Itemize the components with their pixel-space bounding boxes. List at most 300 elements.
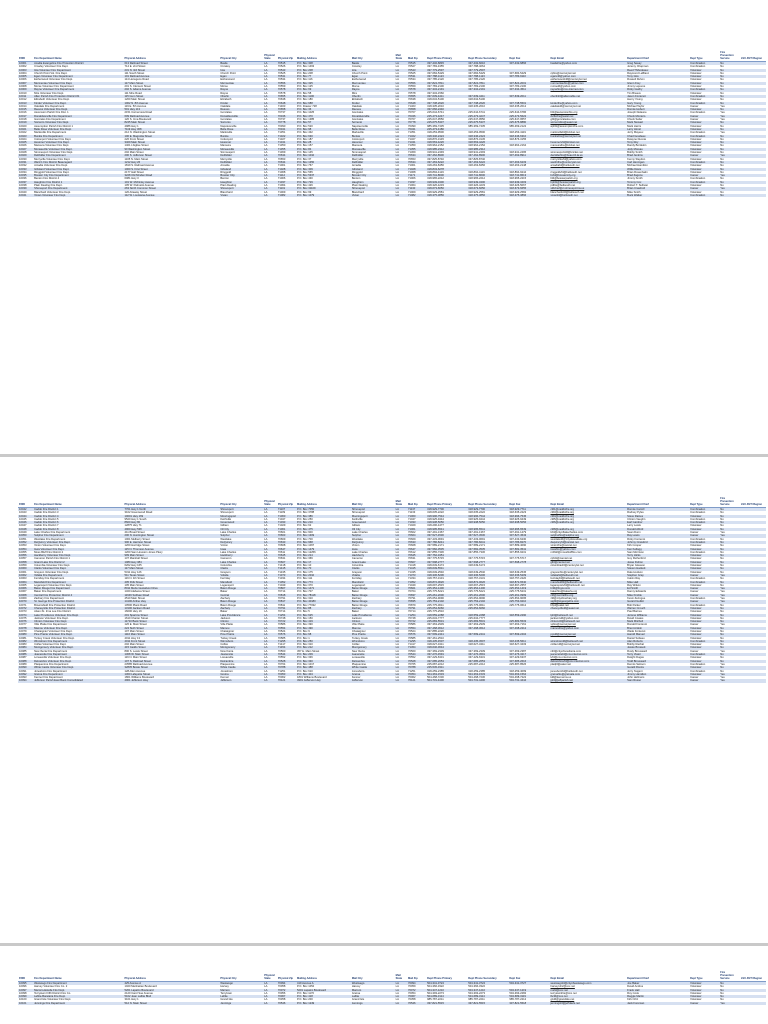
cell-chief: Joe Baker	[626, 982, 689, 986]
cell-email[interactable]: sfdchief@ci.shreveport.la.us	[549, 187, 626, 190]
cell-phone-secondary: 337-685-2653	[467, 660, 508, 663]
cell-phone-secondary: 504-347-1210	[467, 989, 508, 992]
cell-mail-addr: P.O. Box 1385	[296, 118, 351, 121]
cell-phone-primary: 225-683-5531	[426, 620, 467, 623]
cell-phys-state: LA	[263, 561, 277, 564]
cell-email[interactable]: vidaliafd@bellsouth.net	[549, 574, 626, 577]
cell-type: Volunteer	[689, 998, 719, 1001]
cell-phys-state: LA	[263, 548, 277, 551]
cell-phys-zip: 70737	[277, 111, 296, 114]
cell-phys-city: Montgomery	[219, 646, 263, 649]
cell-mail-addr: P.O. Box 707	[296, 590, 351, 593]
cell-email[interactable]: mamoufire@yahoo.com	[549, 627, 626, 630]
cell-mail-addr: P.O. Box 250	[296, 518, 351, 521]
cell-email[interactable]: colfaxvfd@centurytel.net	[549, 643, 626, 646]
cell-phone-primary: 337-779-2597	[426, 69, 467, 72]
cell-email[interactable]: vintonfire@camtel.net	[549, 544, 626, 547]
cell-fax: 318-375-3866	[508, 194, 549, 197]
cell-email[interactable]: chaneyvillefd@eatel.net	[549, 607, 626, 610]
cell-email[interactable]: gfd@gonzalesla.com	[549, 118, 626, 121]
cell-email[interactable]: mermentaufire@yahoo.com	[549, 82, 626, 85]
cell-phys-zip: 71082	[277, 194, 296, 197]
cell-phone-secondary: 318-697-2515	[467, 584, 508, 587]
cell-mail-city: Grand Lake	[351, 561, 395, 564]
column-header-phone-secondary: Dept Phone Secondary	[467, 497, 508, 508]
cell-phys-city: Gonzales	[219, 118, 263, 121]
column-header-phys-zip: Physical Zip	[277, 971, 296, 982]
cell-phys-city: Lake Charles	[219, 531, 263, 534]
cell-phys-state: LA	[263, 620, 277, 623]
cell-mail-state: LA	[395, 108, 407, 111]
cell-fax: 337-639-2011	[508, 95, 549, 98]
cell-fdid: 10032	[18, 164, 33, 167]
cell-phone-primary: 318-375-3856	[426, 194, 467, 197]
cell-email[interactable]: gretnafire@gretnala.com	[549, 673, 626, 676]
cell-email[interactable]: marksvillefd@kricket.net	[549, 131, 626, 134]
cell-phone-secondary: 318-563-4226	[467, 141, 508, 144]
cell-email[interactable]: delcambrevfd@cox-internet.com	[549, 660, 626, 663]
cell-phys-city: Moreauville	[219, 148, 263, 151]
cell-mail-state: LA	[395, 637, 407, 640]
cell-phys-zip: 71355	[277, 148, 296, 151]
cell-phys-addr: 200 N. Huntington Street	[123, 534, 219, 537]
cell-phone-primary: 504-468-7230	[426, 676, 467, 679]
cell-phys-zip: 71047	[277, 518, 296, 521]
cell-email[interactable]: jenningsfd@jeffdavis.net	[549, 1002, 626, 1005]
cell-email[interactable]: dvillefire@eatel.net	[549, 115, 626, 118]
cell-email[interactable]: cfd1@caddofire.org	[549, 508, 626, 512]
cell-phys-addr: 1080 Hwy 384	[123, 561, 219, 564]
cell-email[interactable]: ppvfd@centurytel.net	[549, 633, 626, 636]
cell-fax: 337-821-5518	[508, 1002, 549, 1005]
cell-fire-prev: Yes	[719, 1002, 740, 1005]
cell-mail-addr: P.O. Box 1054	[296, 985, 351, 988]
cell-mail-zip: 70707	[407, 118, 426, 121]
cell-fax: 318-876-3155	[508, 138, 549, 141]
cell-email[interactable]: lcfd@cityoflakecharles.com	[549, 531, 626, 534]
cell-mail-city: Zachary	[351, 597, 395, 600]
cell-email[interactable]: clintonvfd@bellsouth.net	[549, 620, 626, 623]
cell-mail-city: Donaldsonville	[351, 115, 395, 118]
cell-email[interactable]: sulphurfire@sulphur.org	[549, 534, 626, 537]
cell-fax: 225-261-0999	[508, 594, 549, 597]
cell-mail-city: Harvey	[351, 985, 395, 988]
cell-phone-primary: 337-783-2100	[426, 85, 467, 88]
cell-fdid: 10019	[18, 121, 33, 124]
column-header-mail-city: Mail City	[351, 971, 395, 982]
cell-fdid: 10033	[18, 168, 33, 171]
cell-mail-addr: P.O. Box 767	[296, 164, 351, 167]
cell-mail-zip: 70612	[407, 551, 426, 554]
cell-mail-zip: 71295	[407, 640, 426, 643]
cell-name: Caddo Fire District 7	[33, 524, 123, 527]
cell-phys-addr: 1002 N. 8th Avenue	[123, 102, 219, 105]
cell-phys-city: Colfax	[219, 643, 263, 646]
cell-email[interactable]: fd1@ascensionfire.org	[549, 111, 626, 114]
cell-phys-state: LA	[263, 174, 277, 177]
cell-email[interactable]: zfd@cityofzachary.org	[549, 597, 626, 600]
cell-email[interactable]: arcadiafd@bellsouth.net	[549, 164, 626, 167]
cell-phone-secondary: 318-757-3131	[467, 577, 508, 580]
cell-email[interactable]: eganvfd@yahoo.com	[549, 75, 626, 78]
cell-phone-primary: 337-589-2171	[426, 544, 467, 547]
cell-email[interactable]: givfd@grandisle.net	[549, 998, 626, 1001]
cell-mail-addr: P.O. Box 250	[296, 640, 351, 643]
cell-email[interactable]: mansfieldfd@bellsouth.net	[549, 581, 626, 584]
cell-email[interactable]: cfd8@caddofire.org	[549, 528, 626, 531]
cell-email[interactable]: merryvillevfd@yahoo.com	[549, 158, 626, 161]
cell-chief: Jesse Duhon	[626, 561, 689, 564]
cell-fax: 504-731-4444	[508, 679, 549, 682]
cell-phys-state: LA	[263, 663, 277, 666]
cell-phys-state: LA	[263, 600, 277, 603]
cell-phys-zip: 70526	[277, 65, 296, 68]
cell-chief: Calvin Ray	[626, 577, 689, 580]
cell-type: Volunteer	[689, 148, 719, 151]
cell-email[interactable]: sorrentofire@eatel.net	[549, 121, 626, 124]
cell-phys-state: LA	[263, 985, 277, 988]
cell-name: Cameron Parish Fire District 1	[33, 557, 123, 560]
cell-email[interactable]: lpfd@bellsouth.net	[549, 614, 626, 617]
cell-fire-prev: No	[719, 171, 740, 174]
cell-phys-state: LA	[263, 679, 277, 682]
cell-chief: Willie Davis	[626, 168, 689, 171]
cell-name: Clarks Volunteer Fire Dept.	[33, 567, 123, 570]
cell-name: Iota Volunteer Fire Department	[33, 69, 123, 72]
cell-fdid: 10089	[18, 663, 33, 666]
cell-phys-zip: 70807	[277, 587, 296, 590]
cell-email[interactable]: cfd@centralfire.org	[549, 594, 626, 597]
cell-type: Volunteer	[689, 544, 719, 547]
cell-name: Lake Providence Volunteer Fire Dept.	[33, 614, 123, 617]
cell-phone-secondary: 318-995-6541	[467, 528, 508, 531]
cell-fire-prev: No	[719, 989, 740, 992]
cell-type: Volunteer	[689, 151, 719, 154]
cell-mail-addr: P.O. Box 28	[296, 141, 351, 144]
cell-phys-zip: 71028	[277, 168, 296, 171]
cell-email[interactable]: plaqfd@eatel.net	[549, 663, 626, 666]
cell-chief: Jerome Williams	[626, 614, 689, 617]
cell-email[interactable]: mansurafire@kricket.net	[549, 144, 626, 147]
cell-mail-zip: 70576	[407, 633, 426, 636]
cell-email[interactable]: nifd@cityofnewiberia.com	[549, 650, 626, 653]
cell-phone-primary: 337-639-4411	[426, 95, 467, 98]
cell-type: Volunteer	[689, 610, 719, 613]
cell-email[interactable]: raynefire@cox-internet.com	[549, 88, 626, 91]
cell-phone-primary: 337-527-4530	[426, 534, 467, 537]
cell-fdid: 10055	[18, 551, 33, 554]
cell-chief: Tony Roy	[626, 141, 689, 144]
cell-phys-city: Haughton	[219, 181, 263, 184]
cell-email[interactable]: pdfire@bellsouth.net	[549, 184, 626, 187]
cell-phone-primary: 337-855-7336	[426, 551, 467, 554]
cell-chief: Jody Moreau	[626, 148, 689, 151]
cell-phys-zip: 70638	[277, 98, 296, 101]
cell-type: Volunteer	[689, 646, 719, 649]
cell-type: Combination	[689, 65, 719, 68]
cell-phys-zip: 70515	[277, 62, 296, 66]
cell-email[interactable]: morsefd@yahoo.com	[549, 85, 626, 88]
cell-phone-secondary: 225-675-5337	[467, 121, 508, 124]
cell-email[interactable]: bcfd@bossiercity.org	[549, 174, 626, 177]
cell-phys-addr: 226 Front Street	[123, 138, 219, 141]
cell-email[interactable]: bakerfire@bakerla.org	[549, 590, 626, 593]
cell-mail-zip: 71463	[407, 105, 426, 108]
cell-email[interactable]: westwegofd@cityofwestwego.com	[549, 982, 626, 986]
cell-fax: 318-435-5611	[508, 640, 549, 643]
cell-phys-zip: 70525	[277, 72, 296, 75]
cell-phone-secondary: 318-965-2212	[467, 177, 508, 180]
cell-phys-addr: 5311 Hwy 126	[123, 571, 219, 574]
cell-phone-secondary: 225-644-6741	[467, 111, 508, 114]
cell-email[interactable]: cfd5@caddofire.org	[549, 518, 626, 521]
cell-fdid: 10101	[18, 1002, 33, 1005]
cell-mail-city: Chataignier	[351, 630, 395, 633]
cell-fire-prev: No	[719, 508, 740, 512]
cell-type: Volunteer	[689, 72, 719, 75]
cell-phys-city: Belle Rose	[219, 128, 263, 131]
cell-mail-state: LA	[395, 1002, 407, 1005]
cell-phys-zip: 70817	[277, 600, 296, 603]
cell-mail-city: Merryville	[351, 158, 395, 161]
cell-fire-prev: No	[719, 643, 740, 646]
cell-type: Combination	[689, 604, 719, 607]
cell-phone-secondary: 225-775-5221	[467, 590, 508, 593]
cell-fire-prev: No	[719, 633, 740, 636]
cell-mail-addr: P.O. Box 488	[296, 666, 351, 669]
cell-mail-zip: 70638	[407, 98, 426, 101]
cell-email[interactable]: oakdalefd@centurytel.net	[549, 105, 626, 108]
cell-mail-city: Napoleonville	[351, 125, 395, 128]
cell-email[interactable]: jacksonvfd@yahoo.com	[549, 617, 626, 620]
cell-email[interactable]: hessmervfd@kricket.net	[549, 141, 626, 144]
cell-email[interactable]: cpfd1@camtel.net	[549, 557, 626, 560]
cell-phys-addr: 114 Hensgens Road	[123, 78, 219, 81]
cell-name: Sorrento Volunteer Fire Dept.	[33, 121, 123, 124]
cell-mail-addr: P.O. Box 432	[296, 131, 351, 134]
cell-email[interactable]: kfd@kenner.la.us	[549, 676, 626, 679]
cell-type: Volunteer	[689, 98, 719, 101]
cell-email[interactable]: westlakefd@cityofwestlake.org	[549, 538, 626, 541]
cell-email[interactable]: iowafire@yahoo.com	[549, 548, 626, 551]
cell-email[interactable]: glfd@camtel.net	[549, 561, 626, 564]
cell-fax: 225-647-9557	[508, 118, 549, 121]
cell-email[interactable]: kinderfire@yahoo.com	[549, 102, 626, 105]
cell-mail-zip: 70524	[407, 630, 426, 633]
cell-fire-prev: No	[719, 184, 740, 187]
cell-email[interactable]: mbfd2@mossblufffire.com	[549, 551, 626, 554]
cell-type: Career	[689, 118, 719, 121]
cell-type: Combination	[689, 88, 719, 91]
cell-mail-addr: P.O. Box 58	[296, 92, 351, 95]
cell-email[interactable]: ward1fire@centurytel.net	[549, 161, 626, 164]
cell-mail-addr: P.O. Box 99	[296, 191, 351, 194]
cell-mail-addr: P.O. Box 180	[296, 98, 351, 101]
cell-mail-city: Simmesport	[351, 151, 395, 154]
cell-fdid: 10050	[18, 534, 33, 537]
cell-email[interactable]: winnsborofd@bellsouth.net	[549, 640, 626, 643]
cell-email[interactable]: vivianfd@bellsouth.net	[549, 194, 626, 197]
cell-mail-zip: 70788	[407, 666, 426, 669]
cell-type: Volunteer	[689, 557, 719, 560]
cell-chief: Paul Barnes	[626, 610, 689, 613]
cell-email[interactable]: brfd@brgov.com	[549, 587, 626, 590]
cell-email[interactable]: ferridayfd@bellsouth.net	[549, 577, 626, 580]
cell-phys-zip: 70554	[277, 627, 296, 630]
cell-phone-primary: 318-435-4507	[426, 640, 467, 643]
cell-email[interactable]: estherwoodvfd@centurytel.net	[549, 78, 626, 81]
cell-type: Volunteer	[689, 571, 719, 574]
cell-email[interactable]: columbiavfd@centurytel.net	[549, 564, 626, 567]
cell-mail-zip: 70645	[407, 554, 426, 557]
cell-phone-primary: 318-949-3400	[426, 181, 467, 184]
cell-fdid: 10020	[18, 125, 33, 128]
cell-phys-zip: 70611	[277, 551, 296, 554]
cell-mail-state: LA	[395, 144, 407, 147]
cell-phys-addr: 512 N. Main Street	[123, 1002, 219, 1005]
cell-chief: Ricky Fontenot	[626, 538, 689, 541]
cell-fdid: 10060	[18, 567, 33, 570]
cell-mail-state: LA	[395, 521, 407, 524]
cell-phys-city: Benton	[219, 177, 263, 180]
cell-mail-state: LA	[395, 597, 407, 600]
cell-email[interactable]: jeanerettefd@cox-internet.com	[549, 653, 626, 656]
cell-email[interactable]: ringgoldvfd@bellsouth.net	[549, 171, 626, 174]
cell-chief: Ken Kellogg	[626, 548, 689, 551]
cell-chief: Greg Seeay	[626, 62, 689, 66]
cell-email[interactable]: apfd1@assumptionfire.com	[549, 125, 626, 128]
cell-mail-city: Shreveport	[351, 508, 395, 512]
cell-phys-city: Mamou	[219, 627, 263, 630]
cell-mail-addr: P.O. Box 1079	[296, 194, 351, 197]
cell-phone-secondary: 337-639-4411	[467, 95, 508, 98]
cell-type: Combination	[689, 177, 719, 180]
cell-mail-zip: 70669	[407, 538, 426, 541]
cell-email[interactable]: bfpd@eatel.net	[549, 604, 626, 607]
cell-email[interactable]: simmesportvfd@kricket.net	[549, 151, 626, 154]
cell-phys-state: LA	[263, 587, 277, 590]
cell-phys-zip: 70663	[277, 534, 296, 537]
cell-phys-zip: 71068	[277, 171, 296, 174]
cell-fdid: 10026	[18, 144, 33, 147]
cell-email[interactable]: logansportvfd@bellsouth.net	[549, 584, 626, 587]
cell-email[interactable]: graysonfire@centurytel.net	[549, 571, 626, 574]
cell-mail-state: LA	[395, 148, 407, 151]
cell-name: New Iberia Fire Department	[33, 650, 123, 653]
cell-mail-state: LA	[395, 518, 407, 521]
cell-email[interactable]: cfd6@caddofire.org	[549, 521, 626, 524]
cell-fire-prev: No	[719, 564, 740, 567]
cell-name: Gretna Fire Department	[33, 673, 123, 676]
cell-fdid: 10030	[18, 158, 33, 161]
cell-mail-addr: P.O. Box 1309	[296, 534, 351, 537]
cell-mail-zip: 70341	[407, 128, 426, 131]
column-header-fax: Dept Fax	[508, 971, 549, 982]
cell-email[interactable]: dequincyfd@camtel.net	[549, 541, 626, 544]
cell-phys-city: Westlake	[219, 538, 263, 541]
cell-type: Volunteer	[689, 524, 719, 527]
cell-mail-zip: 70879	[407, 604, 426, 607]
cell-phys-city: Clarks	[219, 567, 263, 570]
cell-email[interactable]: bpfd1@bossierparish.org	[549, 181, 626, 184]
cell-name: Baton Rouge Fire Department	[33, 587, 123, 590]
cell-type: Career	[689, 600, 719, 603]
cell-email[interactable]: oberlinfd@allencable.net	[549, 95, 626, 98]
cell-fire-prev: No	[719, 121, 740, 124]
cell-phys-zip: 70067	[277, 995, 296, 998]
cell-email[interactable]: vpfire@centurytel.net	[549, 623, 626, 626]
cell-phys-addr: 1308 W. Main Street	[123, 653, 219, 656]
cell-phone-secondary: 337-463-6222	[467, 161, 508, 164]
cell-email[interactable]: stgfd@stgeorgefire.com	[549, 600, 626, 603]
cell-fdid: 10094	[18, 679, 33, 682]
cell-phys-state: LA	[263, 154, 277, 157]
cell-type: Combination	[689, 95, 719, 98]
cell-email[interactable]: lbcfd@cox.net	[549, 995, 626, 998]
cell-mail-city: Hackberry	[351, 554, 395, 557]
cell-fire-prev: Yes	[719, 111, 740, 114]
cell-email[interactable]: terrytownfire@cox.net	[549, 992, 626, 995]
cell-email[interactable]: fd4@bossierparish.org	[549, 177, 626, 180]
cell-phys-addr: 425 Avenue A	[123, 982, 219, 986]
cell-email[interactable]: cfd3@caddofire.org	[549, 511, 626, 514]
cell-phys-city: Winnsboro	[219, 640, 263, 643]
cell-phys-city: Chataignier	[219, 630, 263, 633]
cell-email[interactable]: cfd4@caddofire.org	[549, 515, 626, 518]
cell-email[interactable]: mefd@cox.net	[549, 989, 626, 992]
cell-mail-state: LA	[395, 679, 407, 682]
cell-fire-prev: Yes	[719, 594, 740, 597]
cell-mail-state: LA	[395, 82, 407, 85]
cell-phys-zip: 70056	[277, 992, 296, 995]
cell-mail-state: LA	[395, 69, 407, 72]
cell-fire-prev: No	[719, 577, 740, 580]
cell-fax: 318-929-7711	[508, 508, 549, 512]
cell-email[interactable]: basilefire@yahoo.com	[549, 62, 626, 66]
cell-name: Colfax Volunteer Fire Dept.	[33, 643, 123, 646]
cell-phone-primary: 225-473-4180	[426, 128, 467, 131]
cell-email[interactable]: bunkiefire@centurytel.net	[549, 135, 626, 138]
cell-email[interactable]: jonesborofd@bellsouth.net	[549, 670, 626, 673]
cell-email[interactable]: blanchardvfd@bellsouth.net	[549, 191, 626, 194]
cell-fire-prev: Yes	[719, 600, 740, 603]
cell-email[interactable]: jpfd@jeffparish.net	[549, 679, 626, 682]
cell-phys-zip: 70634	[277, 161, 296, 164]
cell-mail-zip: 71029	[407, 524, 426, 527]
cell-mail-zip: 71001	[407, 164, 426, 167]
cell-email[interactable]: lvfd@cox-internet.com	[549, 656, 626, 659]
cell-phys-state: LA	[263, 181, 277, 184]
cell-email[interactable]: cpfire@centurytel.net	[549, 72, 626, 75]
cell-type: Combination	[689, 518, 719, 521]
cell-chief: Ricky Guidry	[626, 88, 689, 91]
cell-mail-city: Zachary	[351, 607, 395, 610]
cell-mail-state: LA	[395, 985, 407, 988]
cell-mail-zip: 71133	[407, 511, 426, 514]
cell-fax: 337-432-6866	[508, 62, 549, 66]
cell-phone-primary: 504-363-1533	[426, 673, 467, 676]
cell-fire-prev: No	[719, 541, 740, 544]
cell-email[interactable]: deridderfire@beau.lib.la.us	[549, 154, 626, 157]
cell-type: Volunteer	[689, 78, 719, 81]
cell-mail-addr: P.O. Box 688	[296, 102, 351, 105]
cell-phys-addr: 4900 Hwy 538	[123, 528, 219, 531]
cell-mail-addr: P.O. Box 69	[296, 88, 351, 91]
cell-phone-primary: 337-738-2620	[426, 102, 467, 105]
cell-fdid: 10043	[18, 511, 33, 514]
cell-email[interactable]: harveyvfc2@cox.net	[549, 985, 626, 988]
cell-fire-prev: No	[719, 571, 740, 574]
